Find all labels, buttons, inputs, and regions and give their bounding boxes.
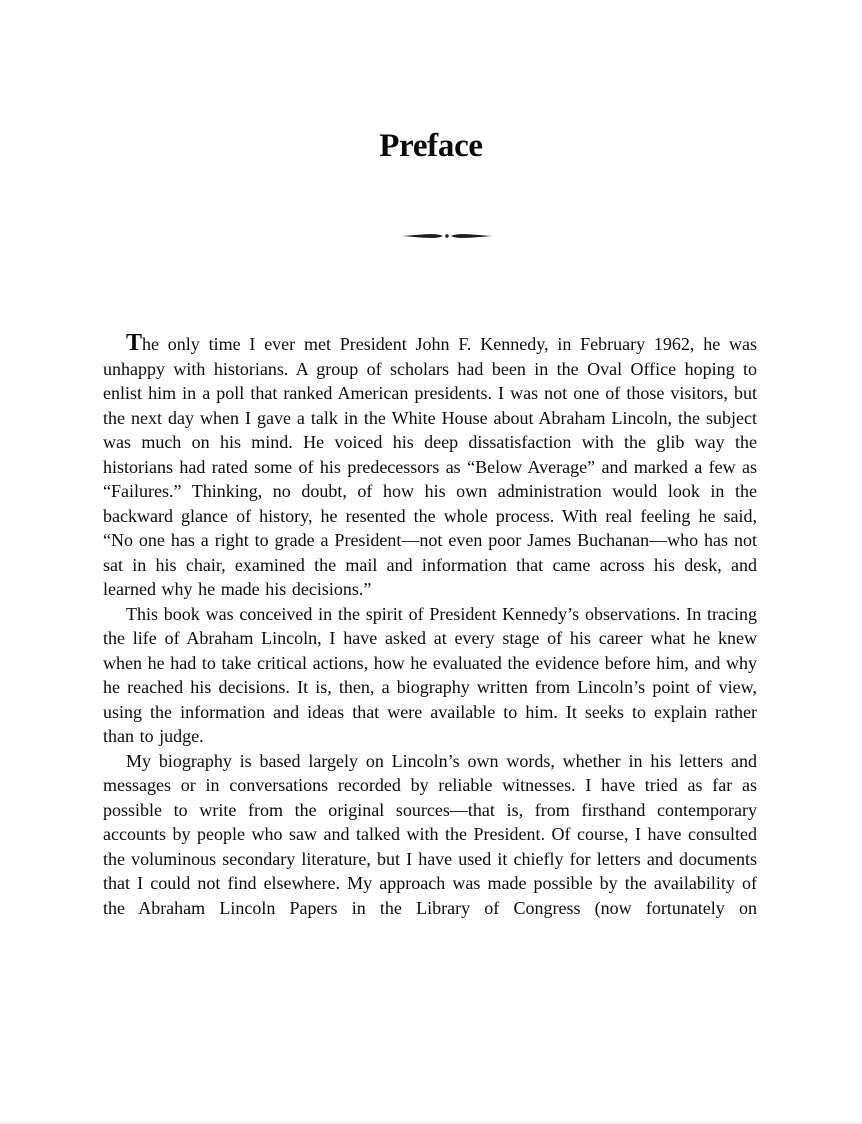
page-text bbox=[103, 332, 757, 920]
fleuron-ornament-icon bbox=[402, 231, 492, 241]
chapter-title: Preface bbox=[379, 128, 483, 164]
paragraph-1: The only time I ever met President John F. Kennedy, in February 1962, he was unhappy with historians. A group of scholars had been in the Oval Office hoping to enlist him in a poll that ranked American presidents. I was not one of those visitors, but the next day when I gave a talk in the White House about Abraham Lincoln, the subject was much on his mind. He voiced his deep dissatisfaction with the glib way the historians had rated some of his predecessors as “Below Average” and marked a few as “Failures.” Thinking, no doubt, of how his own administration would look in the backward glance of history, he resented the whole process. With real feeling he said, “No one has a right to grade a President—not even poor James Buchanan—who has not sat in his chair, examined the mail and information that came across his desk, and learned why he made his decisions.” bbox=[103, 330, 757, 599]
paragraph-2: This book was conceived in the spirit of President Kennedy’s observations. In tracing the life of Abraham Lincoln, I have asked at every stage of his career what he knew when he had to take critical actions, how he evaluated the evidence before him, and why he reached his decisions. It is, then, a biography written from Lincoln’s point of view, using the information and ideas that were available to him. It seeks to explain rather than to judge. bbox=[103, 603, 757, 746]
paragraph-3: My biography is based largely on Lincoln’s own words, whether in his letters and messages or in conversations recorded by reliable witnesses. I have tried as far as possible to write from the original sources—that is, from firsthand contemporary accounts by people who saw and talked with the President. Of course, I have consulted the voluminous secondary literature, but I have used it chiefly for letters and documents that I could not find elsewhere. My approach was made possible by the availability of the Abraham Lincoln Papers in the Library of Congress (now fortunately on bbox=[103, 750, 757, 918]
section-divider bbox=[402, 231, 492, 241]
